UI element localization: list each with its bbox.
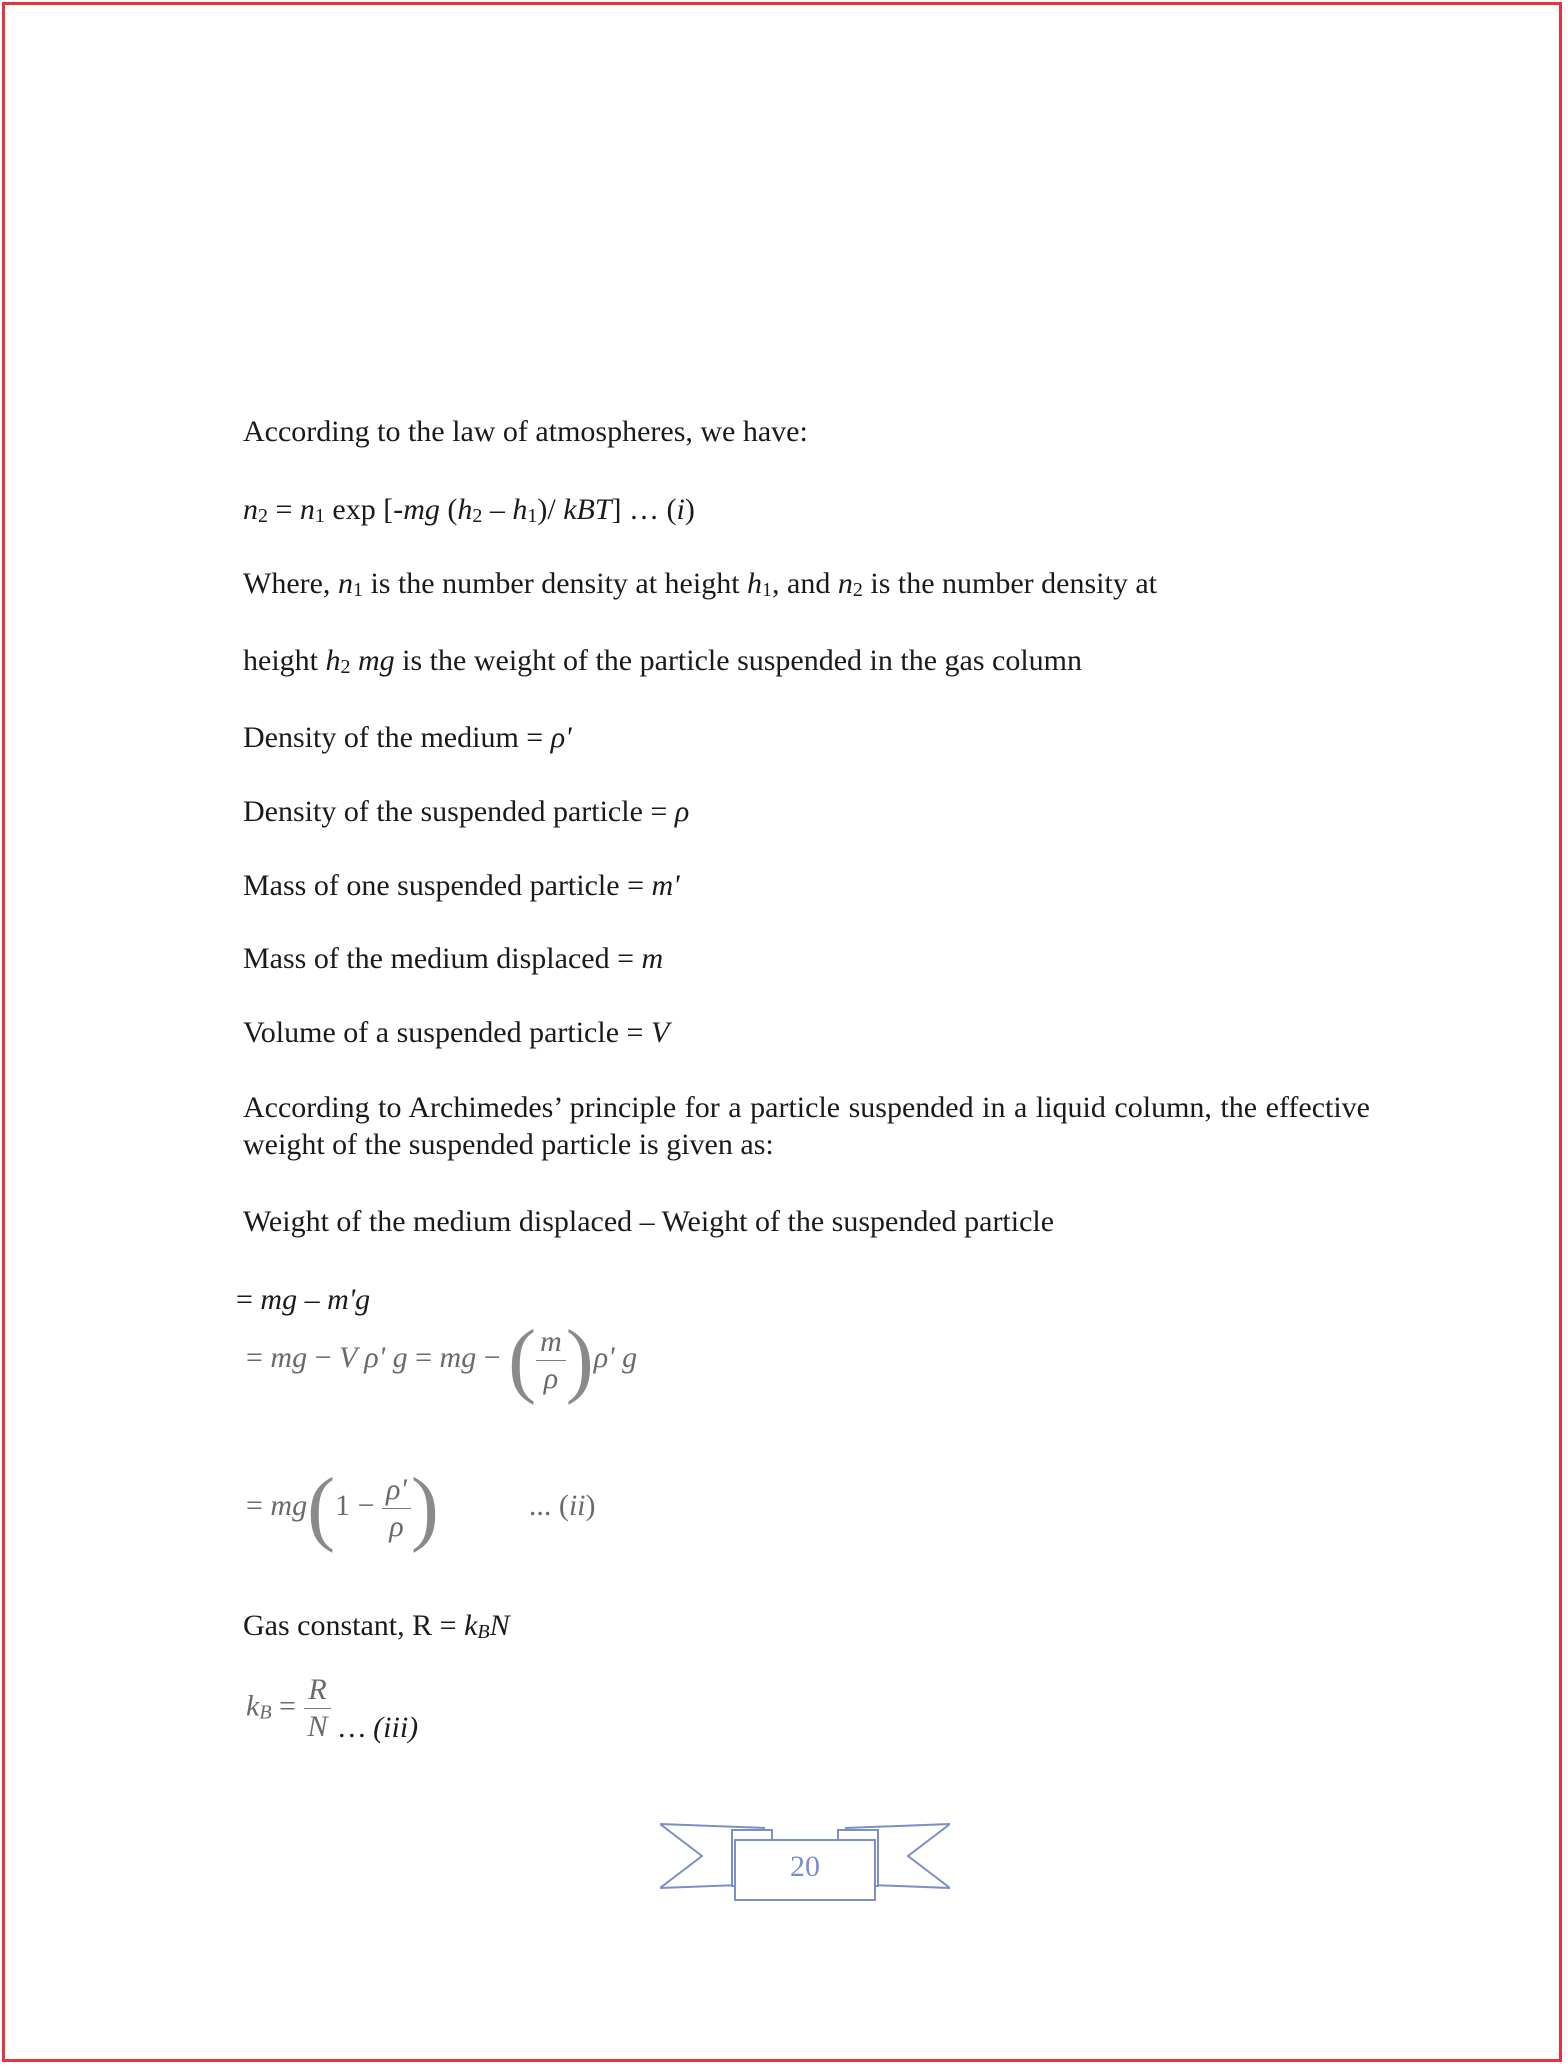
where-a: Where, bbox=[243, 567, 338, 600]
eq1-h2: h bbox=[457, 493, 473, 526]
eqii-den-text: ρ bbox=[389, 1509, 404, 1543]
def-volume bbox=[243, 1015, 669, 1051]
eq1-minus: – bbox=[482, 493, 513, 526]
height-h2: h bbox=[325, 644, 341, 677]
eq1-eq: = bbox=[268, 493, 300, 526]
height-b: is the weight of the particle suspended in the gas column bbox=[394, 644, 1083, 677]
eqiii-sub bbox=[259, 1701, 271, 1723]
eq1-close: )/ bbox=[537, 493, 564, 526]
eqii-tag-i: ii bbox=[568, 1488, 586, 1522]
eqiii-den-text: N bbox=[307, 1710, 328, 1743]
where-h1: h bbox=[747, 567, 763, 600]
eq1-n2: n bbox=[243, 493, 258, 526]
eqmg-minus: – bbox=[297, 1283, 328, 1316]
eqii-fraction bbox=[382, 1472, 411, 1545]
eqmg-a: mg bbox=[260, 1283, 298, 1316]
def-symbol: ρ bbox=[674, 795, 690, 828]
eq1-n1: n bbox=[299, 493, 315, 526]
eqv-num-text: m bbox=[540, 1324, 562, 1358]
def-symbol: ρ' bbox=[550, 721, 572, 754]
eqv-tail: ρ' g bbox=[593, 1340, 638, 1374]
equation-mg bbox=[236, 1282, 370, 1318]
eqv-den bbox=[540, 1361, 562, 1397]
eq1-mg: mg bbox=[403, 493, 440, 526]
eq1-tag: i bbox=[676, 493, 685, 526]
eqv-fraction bbox=[536, 1324, 566, 1397]
height-a: height bbox=[243, 644, 326, 677]
eq1-exp: exp [- bbox=[324, 493, 404, 526]
eqv-rparen: ) bbox=[565, 1313, 594, 1406]
equation-iii bbox=[246, 1672, 418, 1745]
gas-n: N bbox=[489, 1609, 510, 1642]
eqiii-k: k bbox=[246, 1689, 260, 1723]
equation-volume bbox=[246, 1313, 638, 1406]
eqv-mg2: mg bbox=[439, 1340, 477, 1374]
eqv-lparen: ( bbox=[508, 1313, 537, 1406]
where-h1-sub: 1 bbox=[762, 579, 773, 601]
eqii-one: 1 − bbox=[335, 1488, 382, 1522]
eqmg-b: m'g bbox=[327, 1283, 371, 1316]
gas-sub-text: B bbox=[477, 1621, 490, 1643]
intro-text: According to the law of atmospheres, we have: bbox=[243, 415, 808, 448]
eqv-den-text: ρ bbox=[543, 1361, 559, 1395]
eqiii-num bbox=[304, 1672, 330, 1709]
eq1-end: ) bbox=[684, 493, 695, 526]
def-density-particle bbox=[243, 794, 689, 830]
def-symbol: m' bbox=[651, 869, 680, 902]
page-number: 20 bbox=[790, 1850, 820, 1883]
height-h2-sub: 2 bbox=[340, 656, 351, 678]
eqii-mg: mg bbox=[270, 1488, 308, 1522]
eqv-eq2: = bbox=[407, 1340, 440, 1374]
eq1-dots: ] … ( bbox=[611, 493, 677, 526]
def-label: Mass of the medium displaced = bbox=[243, 942, 642, 975]
eqv-v: V ρ' g bbox=[339, 1340, 408, 1374]
where-n1-sub: 1 bbox=[352, 579, 363, 601]
eq1-n2-sub: 2 bbox=[258, 505, 268, 527]
eqii-rparen: ) bbox=[410, 1461, 439, 1554]
where-line bbox=[243, 566, 1157, 602]
eq1-h1: h bbox=[512, 493, 528, 526]
eqiii-den bbox=[303, 1709, 331, 1745]
def-mass-particle bbox=[243, 868, 680, 904]
eqii-eq: = bbox=[246, 1488, 271, 1522]
where-b: is the number density at height bbox=[362, 567, 748, 600]
eqv-minus2: − bbox=[476, 1340, 509, 1374]
archimedes-paragraph: According to Archimedes’ principle for a particle suspended in a liquid column, the effective weight of the suspended particle is given as: bbox=[243, 1091, 1370, 1161]
where-n2: n bbox=[837, 567, 853, 600]
height-line bbox=[243, 643, 1082, 679]
where-n2-sub: 2 bbox=[852, 579, 863, 601]
height-mg: mg bbox=[358, 644, 395, 677]
equation-ii bbox=[246, 1461, 596, 1554]
eqii-tag: ... ( bbox=[528, 1488, 569, 1522]
eqiii-eq: = bbox=[271, 1689, 304, 1723]
weight-line: Weight of the medium displaced – Weight of the suspended particle bbox=[243, 1205, 1055, 1238]
gas-constant-line bbox=[243, 1608, 510, 1644]
def-symbol: m bbox=[641, 942, 664, 975]
eq1-n1-sub: 1 bbox=[314, 505, 325, 527]
eqv-num bbox=[536, 1324, 566, 1361]
eqii-num bbox=[382, 1472, 411, 1509]
eqiii-tag: … (iii) bbox=[331, 1711, 419, 1745]
eqiii-fraction bbox=[303, 1672, 331, 1745]
height-sp bbox=[351, 644, 359, 677]
where-d: is the number density at bbox=[862, 567, 1157, 600]
def-symbol: V bbox=[650, 1016, 670, 1049]
def-label: Mass of one suspended particle = bbox=[243, 869, 652, 902]
eqii-den bbox=[385, 1509, 407, 1545]
def-mass-medium bbox=[243, 941, 663, 977]
eq1-kbt: kBT bbox=[563, 493, 612, 526]
page-border bbox=[2, 2, 1562, 2062]
def-label: Density of the medium = bbox=[243, 721, 551, 754]
eqii-tag-end: ) bbox=[585, 1488, 596, 1522]
def-density-medium bbox=[243, 720, 572, 756]
eqv-minus1: − bbox=[307, 1340, 340, 1374]
eqv-eq: = bbox=[246, 1340, 271, 1374]
eqiii-sub-text: B bbox=[259, 1701, 272, 1724]
gas-a: Gas constant, R = bbox=[243, 1609, 465, 1642]
eq1-open: ( bbox=[439, 493, 458, 526]
eq1-h1-sub: 1 bbox=[527, 505, 538, 527]
eqiii-num-text: R bbox=[308, 1673, 327, 1706]
eqmg-eq: = bbox=[236, 1283, 261, 1316]
where-c: , and bbox=[772, 567, 838, 600]
gas-sub bbox=[477, 1621, 489, 1643]
eq1-h2-sub: 2 bbox=[472, 505, 483, 527]
eqii-lparen: ( bbox=[307, 1461, 336, 1554]
eqii-num-text: ρ' bbox=[386, 1472, 407, 1506]
equation-i bbox=[243, 492, 695, 528]
def-label: Volume of a suspended particle = bbox=[243, 1016, 651, 1049]
def-label: Density of the suspended particle = bbox=[243, 795, 675, 828]
gas-k: k bbox=[464, 1609, 478, 1642]
where-n1: n bbox=[337, 567, 353, 600]
eqv-mg: mg bbox=[270, 1340, 308, 1374]
